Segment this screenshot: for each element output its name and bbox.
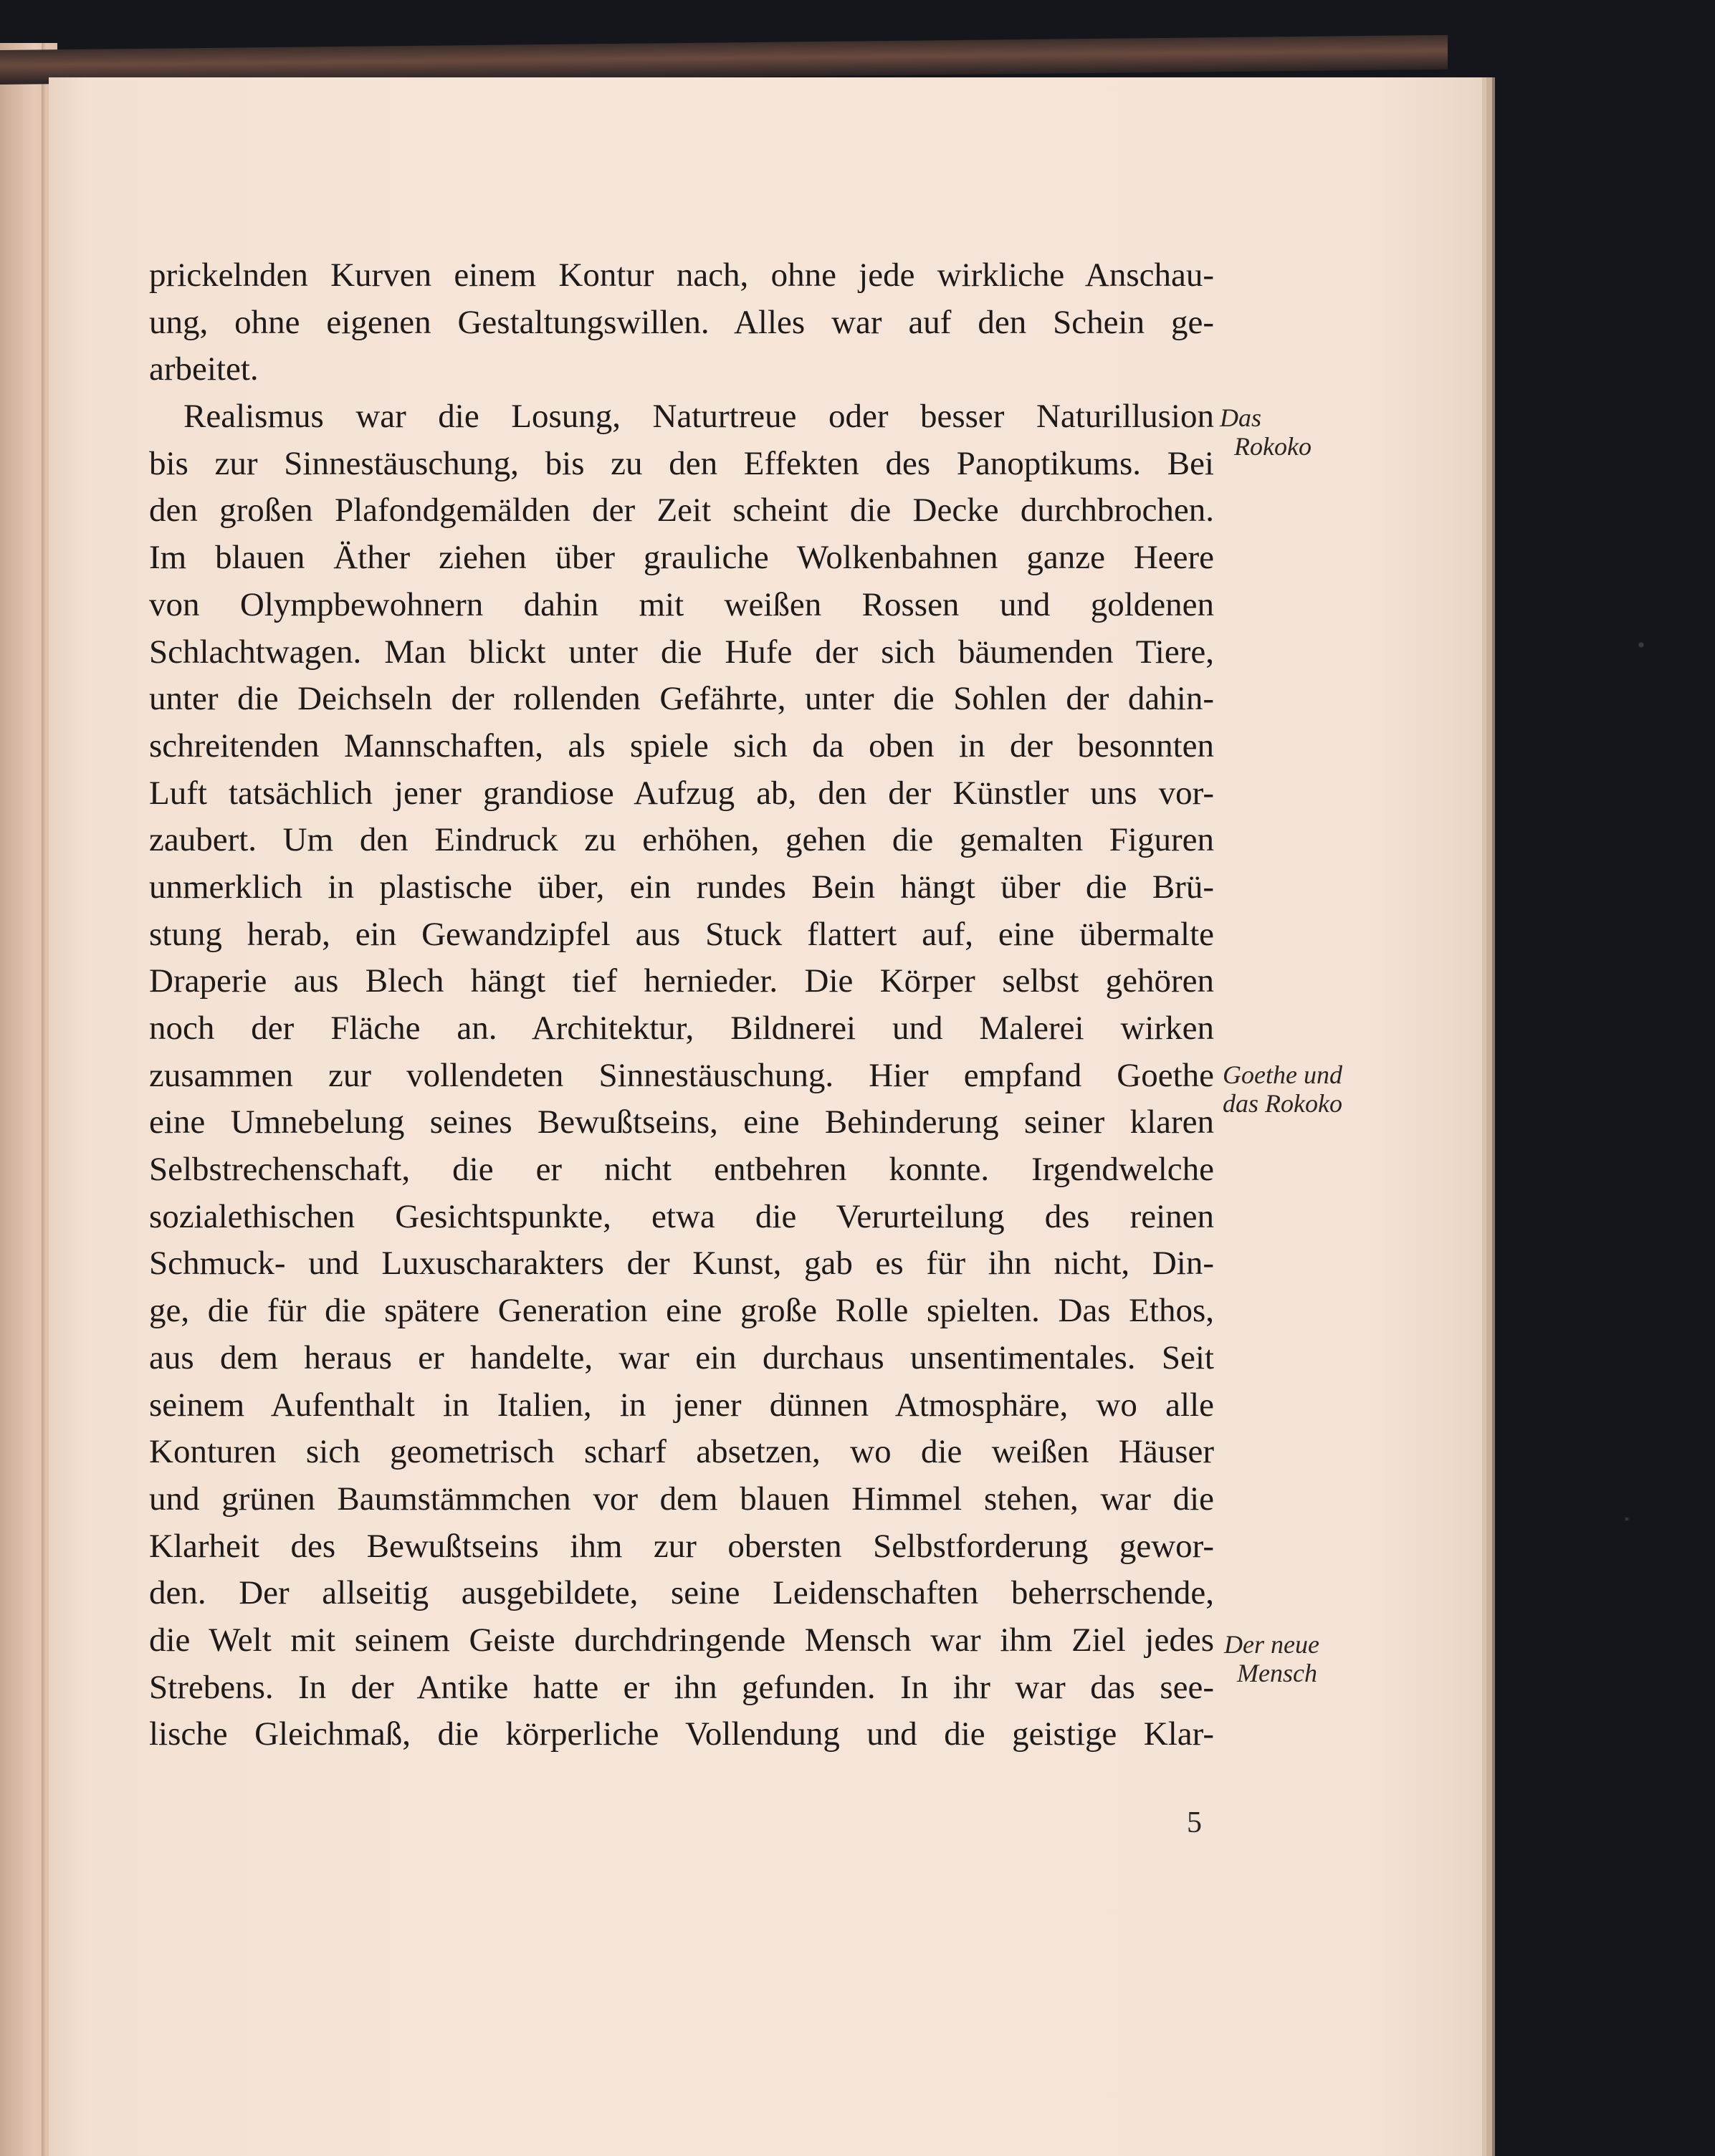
text-line: seinem Aufenthalt in Italien, in jener dünnen Atmosphäre, wo alle xyxy=(149,1386,1214,1424)
text-line: Selbstrechenschaft, die er nicht entbehren konnte. Irgendwelche xyxy=(149,1151,1214,1189)
text-line: den. Der allseitig ausgebildete, seine Leidenschaften beherrschende, xyxy=(149,1574,1214,1612)
margin-note-line: das Rokoko xyxy=(1223,1089,1342,1118)
page-stack-edge xyxy=(1482,85,1489,2156)
page-number: 5 xyxy=(1187,1806,1202,1839)
text-line: den großen Plafondgemälden der Zeit scheint die Decke durchbrochen. xyxy=(149,492,1214,530)
page-fold xyxy=(42,43,46,2156)
margin-note-goethe-und-das-rokoko xyxy=(1223,1060,1342,1118)
body-text xyxy=(149,252,1214,1758)
text-line: schreitenden Mannschaften, als spiele sich da oben in der besonnten xyxy=(149,727,1214,765)
text-line: lische Gleichmaß, die körperliche Vollendung und die geistige Klar- xyxy=(149,1715,1214,1753)
margin-note-line: Der neue xyxy=(1224,1630,1319,1659)
text-line: die Welt mit seinem Geiste durchdringende Mensch war ihm Ziel jedes xyxy=(149,1621,1214,1659)
text-line: sozialethischen Gesichtspunkte, etwa die Verurteilung des reinen xyxy=(149,1197,1214,1235)
text-line: bis zur Sinnestäuschung, bis zu den Effekten des Panoptikums. Bei xyxy=(149,444,1214,482)
margin-note-line: Goethe und xyxy=(1223,1060,1342,1089)
margin-note-line: Mensch xyxy=(1237,1659,1317,1687)
text-line: prickelnden Kurven einem Kontur nach, ohne jede wirkliche Anschau- xyxy=(149,257,1214,294)
text-line: unter die Deichseln der rollenden Gefährte, unter die Sohlen der dahin- xyxy=(149,680,1214,718)
text-line: ge, die für die spätere Generation eine große Rolle spielten. Das Ethos, xyxy=(149,1292,1214,1330)
text-line: Strebens. In der Antike hatte er ihn gefunden. In ihr war das see- xyxy=(149,1668,1214,1706)
text-line: Draperie aus Blech hängt tief hernieder. Die Körper selbst gehören xyxy=(149,962,1214,1000)
text-line: Schmuck- und Luxuscharakters der Kunst, gab es für ihn nicht, Din- xyxy=(149,1245,1214,1283)
margin-note-line: Rokoko xyxy=(1234,432,1312,461)
text-line: Realismus war die Losung, Naturtreue oder besser Naturillusion xyxy=(183,398,1214,436)
text-line: zaubert. Um den Eindruck zu erhöhen, gehen die gemalten Figuren xyxy=(149,821,1214,859)
text-line: noch der Fläche an. Architektur, Bildnerei und Malerei wirken xyxy=(149,1010,1214,1047)
text-line: Im blauen Äther ziehen über grauliche Wolkenbahnen ganze Heere xyxy=(149,539,1214,577)
text-line: zusammen zur vollendeten Sinnestäuschung. Hier empfand Goethe xyxy=(149,1056,1214,1094)
text-line: Konturen sich geometrisch scharf absetzen, wo die weißen Häuser xyxy=(149,1433,1214,1471)
margin-note-line: Das xyxy=(1220,403,1262,432)
text-line: aus dem heraus er handelte, war ein durchaus unsentimentales. Seit xyxy=(149,1338,1214,1376)
text-line: und grünen Baumstämmchen vor dem blauen Himmel stehen, war die xyxy=(149,1480,1214,1518)
text-line: ung, ohne eigenen Gestaltungswillen. Alles war auf den Schein ge- xyxy=(149,303,1214,341)
text-line: unmerklich in plastische über, ein rundes Bein hängt über die Brü- xyxy=(149,868,1214,906)
text-line: von Olympbewohnern dahin mit weißen Rossen und goldenen xyxy=(149,585,1214,623)
text-line: Klarheit des Bewußtseins ihm zur obersten Selbstforderung gewor- xyxy=(149,1527,1214,1565)
text-line: stung herab, ein Gewandzipfel aus Stuck flattert auf, eine übermalte xyxy=(149,915,1214,953)
text-line: arbeitet. xyxy=(149,350,259,388)
margin-note-der-neue-mensch xyxy=(1224,1630,1319,1687)
margin-note-das-rokoko xyxy=(1220,403,1312,461)
text-line: eine Umnebelung seines Bewußtseins, eine Behinderung seiner klaren xyxy=(149,1103,1214,1141)
text-line: Luft tatsächlich jener grandiose Aufzug ab, den der Künstler uns vor- xyxy=(149,774,1214,812)
text-line: Schlachtwagen. Man blickt unter die Hufe der sich bäumenden Tiere, xyxy=(149,633,1214,671)
